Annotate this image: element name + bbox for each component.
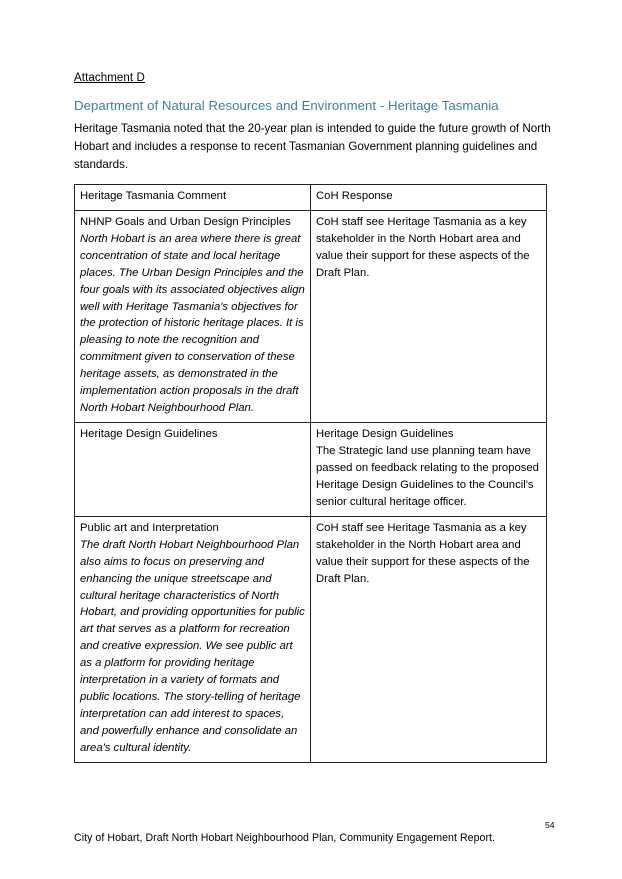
- comment-title: NHNP Goals and Urban Design Principles: [80, 215, 291, 228]
- column-header-response: CoH Response: [311, 184, 547, 210]
- comment-body: The draft North Hobart Neighbourhood Plan also aims to focus on preserving and enhancing the unique streetscape and cultural heritage characteristics of North Hobart, and providing opportunities for public art that serves as a platform for recreation and creative expression. We see public art as a platform for providing heritage interpretation in a variety of formats and public locations. The story-telling of heritage interpretation can add interest to spaces, and powerfully enhance and consolidate an area's cultural identity.: [80, 538, 305, 754]
- intro-paragraph: Heritage Tasmania noted that the 20-year plan is intended to guide the future growth of North Hobart and includes a response to recent Tasmanian Government planning guidelines and standards.: [74, 122, 551, 171]
- page-footer: City of Hobart, Draft North Hobart Neighbourhood Plan, Community Engagement Report.: [74, 832, 496, 844]
- table-row: [75, 516, 547, 762]
- table-header-row: [75, 184, 547, 210]
- comment-title: Heritage Design Guidelines: [80, 428, 218, 441]
- comment-cell: [75, 516, 311, 762]
- document-content: [74, 72, 551, 763]
- attachment-label: Attachment D: [74, 72, 145, 84]
- response-body: CoH staff see Heritage Tasmania as a key stakeholder in the North Hobart area and value their support for these aspects of the Draft Plan.: [316, 521, 530, 585]
- table-row: [75, 210, 547, 422]
- response-cell: [311, 210, 547, 422]
- response-body: CoH staff see Heritage Tasmania as a key stakeholder in the North Hobart area and value their support for these aspects of the Draft Plan.: [316, 215, 530, 279]
- response-cell: [311, 423, 547, 517]
- comment-cell: [75, 423, 311, 517]
- comment-cell: [75, 210, 311, 422]
- response-cell: [311, 516, 547, 762]
- heritage-response-table: [74, 184, 547, 763]
- comment-title: Public art and Interpretation: [80, 521, 219, 534]
- page-number: 54: [545, 820, 555, 830]
- table-row: [75, 423, 547, 517]
- comment-body: North Hobart is an area where there is great concentration of state and local heritage places. The Urban Design Principles and the four goals with its associated objectives align well with Heritage Tasmania's objectives for the protection of historic heritage places. It is pleasing to note the recognition and commitment given to conservation of these heritage assets, as demonstrated in the implementation action proposals in the draft North Hobart Neighbourhood Plan.: [80, 232, 305, 415]
- column-header-comment: Heritage Tasmania Comment: [75, 184, 311, 210]
- response-title: Heritage Design Guidelines: [316, 428, 454, 441]
- response-body: The Strategic land use planning team have passed on feedback relating to the proposed Heritage Design Guidelines to the Council's senior cultural heritage officer.: [316, 445, 539, 508]
- department-heading: Department of Natural Resources and Environment - Heritage Tasmania: [74, 98, 499, 113]
